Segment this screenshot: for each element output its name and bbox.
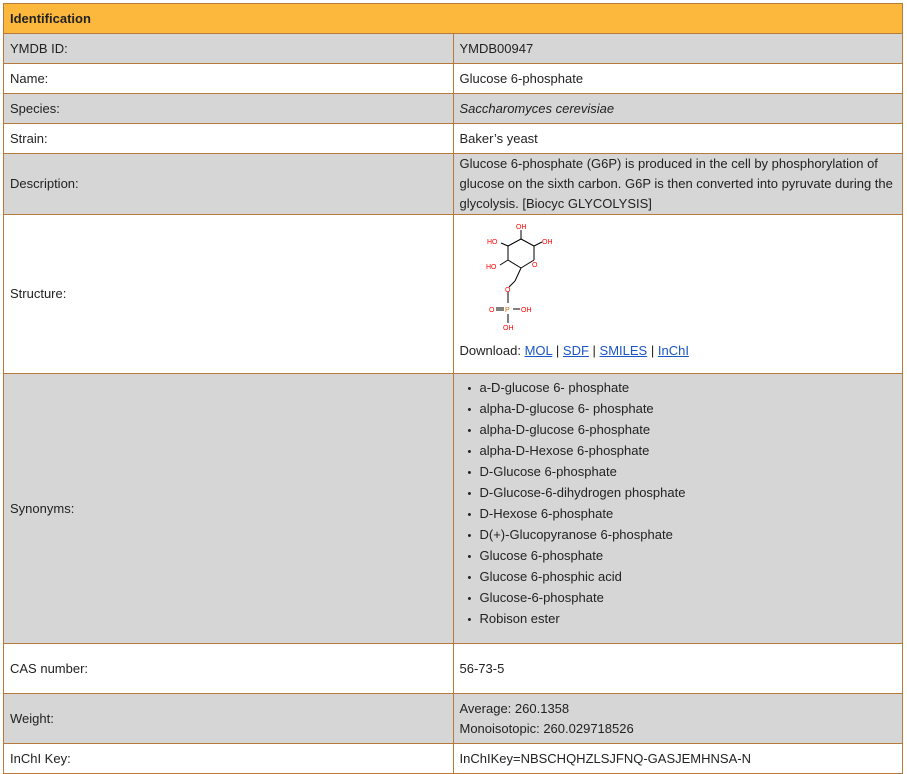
list-item: • D-Hexose 6-phosphate	[468, 504, 897, 525]
link-separator: |	[592, 343, 596, 358]
atom-oh-right: OH	[541, 239, 552, 246]
link-separator: |	[650, 343, 655, 358]
atom-ho-lower: HO	[485, 264, 496, 271]
inchi-key-label: InChI Key:	[4, 744, 454, 774]
structure-image	[482, 223, 568, 333]
list-item: • D-Glucose 6-phosphate	[468, 462, 897, 483]
list-item: • alpha-D-glucose 6- phosphate	[468, 399, 897, 420]
row-cas	[4, 644, 903, 694]
structure-label: Structure:	[4, 215, 454, 374]
list-item: • alpha-D-glucose 6-phosphate	[468, 420, 897, 441]
list-item: • Robison ester	[468, 609, 897, 630]
name-value: Glucose 6-phosphate	[453, 64, 903, 94]
row-inchi-key	[4, 744, 903, 774]
structure-bonds	[496, 230, 542, 323]
cas-label: CAS number:	[4, 644, 454, 694]
download-links	[460, 341, 897, 361]
weight-average: Average: 260.1358	[459, 700, 570, 716]
download-mol-link[interactable]: MOL	[524, 343, 553, 358]
species-label: Species:	[4, 94, 454, 124]
download-label: Download:	[459, 343, 521, 358]
atom-p: P	[504, 307, 510, 314]
strain-value: Baker’s yeast	[453, 124, 903, 154]
atom-o-double: O	[488, 307, 494, 314]
atom-oh-p-bottom: OH	[502, 325, 513, 332]
synonyms-label: Synonyms:	[4, 374, 454, 644]
row-strain	[4, 124, 903, 154]
inchi-key-value: InChIKey=NBSCHQHZLSJFNQ-GASJEMHNSA-N	[453, 744, 903, 774]
cas-value: 56-73-5	[453, 644, 903, 694]
atom-o-ring: O	[531, 262, 537, 269]
row-structure	[4, 215, 903, 374]
row-description	[4, 154, 903, 215]
description-label: Description:	[4, 154, 454, 215]
structure-cell	[453, 215, 903, 374]
download-sdf-link[interactable]: SDF	[562, 343, 589, 358]
list-item: • D-Glucose-6-dihydrogen phosphate	[468, 483, 897, 504]
weight-label: Weight:	[4, 694, 454, 744]
row-ymdb-id	[4, 34, 903, 64]
list-item: • a-D-glucose 6- phosphate	[468, 378, 897, 399]
species-value: Saccharomyces cerevisiae	[453, 94, 903, 124]
identification-table	[3, 3, 903, 774]
list-item: • Glucose 6-phosphate	[468, 546, 897, 567]
list-item: • Glucose 6-phosphic acid	[468, 567, 897, 588]
list-item: • Glucose-6-phosphate	[468, 588, 897, 609]
ymdb-id-value: YMDB00947	[453, 34, 903, 64]
atom-oh-p-right: OH	[520, 307, 531, 314]
list-item: • D(+)-Glucopyranose 6-phosphate	[468, 525, 897, 546]
atom-ho-left: HO	[486, 239, 497, 246]
synonyms-cell	[453, 374, 903, 644]
description-value: Glucose 6-phosphate (G6P) is produced in the cell by phosphorylation of glucose on the sixth carbon. G6P is then converted into pyruvate during the glycolysis. [Biocyc GLYCOLYSIS]	[453, 154, 903, 215]
row-species	[4, 94, 903, 124]
synonyms-list	[460, 378, 897, 630]
row-name	[4, 64, 903, 94]
name-label: Name:	[4, 64, 454, 94]
list-item: • alpha-D-Hexose 6-phosphate	[468, 441, 897, 462]
weight-cell	[453, 694, 903, 744]
strain-label: Strain:	[4, 124, 454, 154]
download-inchi-link[interactable]: InChI	[657, 343, 689, 358]
weight-monoisotopic: Monoisotopic: 260.029718526	[459, 720, 634, 736]
download-smiles-link[interactable]: SMILES	[599, 343, 648, 358]
row-synonyms	[4, 374, 903, 644]
atom-o-link: O	[504, 287, 510, 294]
atom-oh-top: OH	[515, 224, 526, 231]
link-separator: |	[555, 343, 560, 358]
section-title: Identification	[4, 4, 903, 34]
row-weight	[4, 694, 903, 744]
ymdb-id-label: YMDB ID:	[4, 34, 454, 64]
